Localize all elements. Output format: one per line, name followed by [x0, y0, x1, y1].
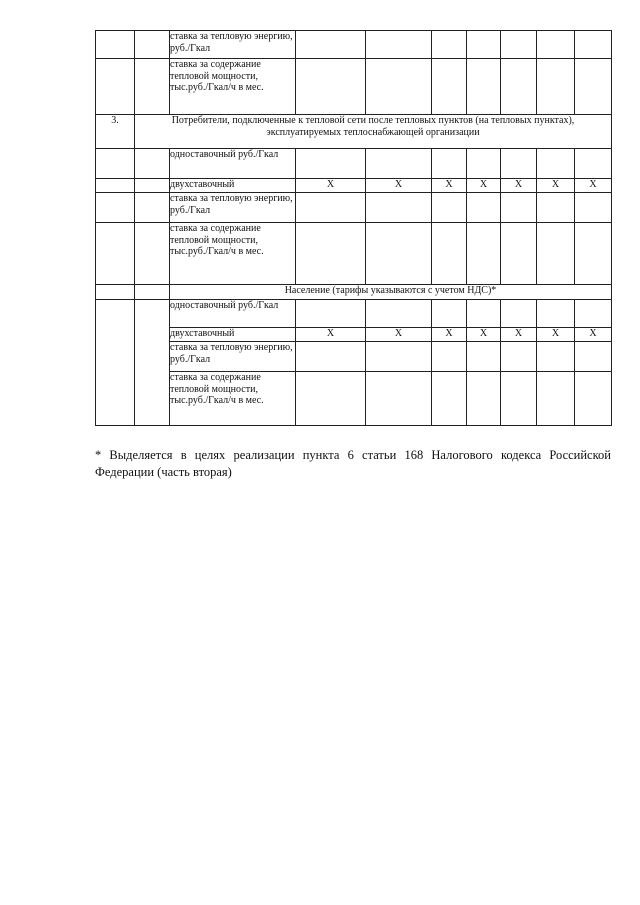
- x-mark: X: [366, 179, 432, 193]
- x-mark: X: [432, 328, 467, 342]
- table-row: [96, 223, 612, 285]
- x-mark: X: [366, 328, 432, 342]
- x-mark: X: [575, 179, 612, 193]
- section-title: Потребители, подключенные к тепловой сети после тепловых пунктов (на тепловых пунктах), эксплуатируемых теплоснабжающей организации: [135, 115, 612, 149]
- population-title: Население (тарифы указываются с учетом НДС)*: [170, 285, 612, 300]
- row-label: ставка за тепловую энергию, руб./Гкал: [170, 193, 296, 223]
- x-mark: X: [467, 328, 501, 342]
- table-row: [96, 342, 612, 372]
- table-row: [96, 59, 612, 115]
- x-mark: X: [432, 179, 467, 193]
- row-label: ставка за тепловую энергию, руб./Гкал: [170, 342, 296, 372]
- section-header-row: [96, 115, 612, 149]
- section-header-row: [96, 285, 612, 300]
- x-mark: X: [296, 328, 366, 342]
- x-mark: X: [501, 179, 537, 193]
- row-label: одноставочный руб./Гкал: [170, 300, 296, 328]
- x-mark: X: [537, 328, 575, 342]
- table-row: [96, 31, 612, 59]
- footnote: * Выделяется в целях реализации пункта 6 статьи 168 Налогового кодекса Российской Федерации (часть вторая): [95, 448, 611, 479]
- row-label: ставка за содержание тепловой мощности, тыс.руб./Гкал/ч в мес.: [170, 372, 296, 426]
- row-label: ставка за содержание тепловой мощности, тыс.руб./Гкал/ч в мес.: [170, 59, 296, 115]
- section-number: 3.: [96, 115, 135, 149]
- row-label: двухставочный: [170, 328, 296, 342]
- x-mark: X: [501, 328, 537, 342]
- table-row: [96, 179, 612, 193]
- table-row: [96, 300, 612, 328]
- table-row: [96, 193, 612, 223]
- x-mark: X: [467, 179, 501, 193]
- x-mark: X: [296, 179, 366, 193]
- table-row: [96, 372, 612, 426]
- table-row: [96, 149, 612, 179]
- table-row: [96, 328, 612, 342]
- row-label: одноставочный руб./Гкал: [170, 149, 296, 179]
- x-mark: X: [575, 328, 612, 342]
- x-mark: X: [537, 179, 575, 193]
- row-label: ставка за содержание тепловой мощности, тыс.руб./Гкал/ч в мес.: [170, 223, 296, 285]
- row-label: двухставочный: [170, 179, 296, 193]
- tariff-table: [95, 30, 612, 426]
- row-label: ставка за тепловую энергию, руб./Гкал: [170, 31, 296, 59]
